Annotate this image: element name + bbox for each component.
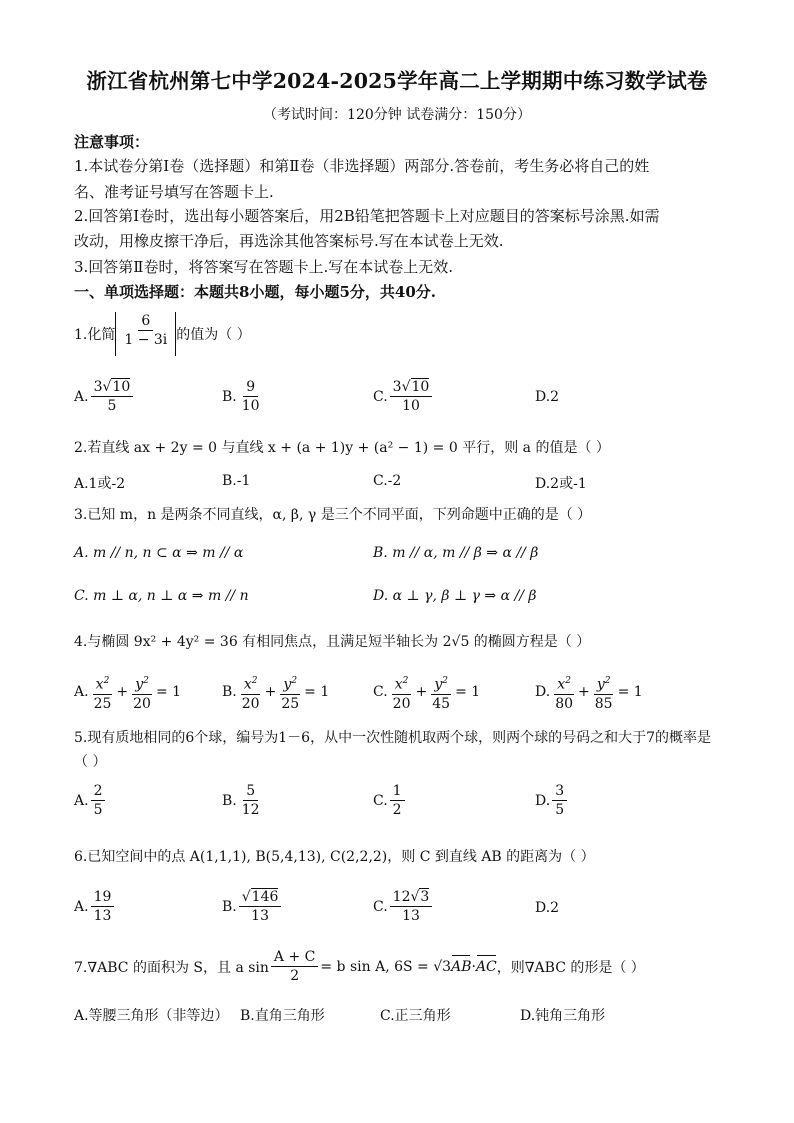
option-b	[222, 782, 265, 819]
fraction	[121, 312, 170, 349]
numerator: 12√3	[390, 888, 433, 907]
option-d: D.钝角三角形	[520, 1008, 606, 1024]
equals-one: = 1	[617, 684, 643, 701]
option-label: C.	[373, 898, 388, 915]
option-a	[74, 378, 135, 415]
numerator: 6	[138, 312, 153, 331]
numerator: 19	[91, 888, 115, 907]
fraction	[592, 672, 616, 713]
denominator: 1 − 3i	[124, 332, 168, 348]
exam-title: 浙江省杭州第七中学2024-2025学年高二上学期期中练习数学试卷	[86, 69, 708, 93]
denominator: 10	[241, 398, 260, 414]
fraction	[239, 782, 263, 819]
numerator: $y^2$	[594, 672, 614, 695]
option-a	[74, 782, 107, 819]
option-label: A.	[74, 898, 89, 915]
option-label: A.	[74, 684, 89, 701]
denominator: 85	[594, 695, 613, 712]
option-label: A.	[74, 792, 89, 809]
vector-ab: AB	[451, 958, 472, 975]
plus-sign: +	[264, 684, 277, 701]
option-c	[373, 888, 434, 925]
numerator: 9	[243, 378, 258, 397]
fraction	[91, 888, 115, 925]
denominator: 5	[93, 802, 103, 818]
question-7	[74, 948, 645, 985]
question-1-suffix: 的值为（ ）	[176, 327, 251, 343]
option-b: B. m // α, m // β ⇒ α // β	[373, 545, 539, 561]
denominator: 12	[241, 802, 260, 818]
numerator: 3√10	[91, 378, 134, 397]
option-c	[373, 782, 407, 819]
equals-one: = 1	[455, 684, 481, 701]
option-b: B.-1	[222, 473, 251, 489]
fraction	[552, 782, 567, 819]
vector-ac: AC	[475, 958, 497, 975]
fraction	[390, 782, 405, 819]
option-d: D.2或-1	[535, 476, 587, 492]
option-b	[222, 378, 265, 415]
option-b	[222, 888, 283, 925]
question-7-prefix: 7.∇ABC 的面积为 S，且 a sin	[74, 959, 269, 976]
equals-one: = 1	[304, 684, 330, 701]
option-b: B.直角三角形	[240, 1008, 325, 1024]
option-a: A. m // n, n ⊂ α ⇒ m // α	[74, 545, 244, 561]
numerator: $x^2$	[241, 672, 261, 695]
option-d: D. α ⊥ γ, β ⊥ γ ⇒ α // β	[373, 588, 537, 604]
plus-sign: +	[415, 684, 428, 701]
radicand: 10	[112, 379, 131, 395]
numerator: $x^2$	[554, 672, 574, 695]
numerator: 3√10	[390, 378, 433, 397]
option-label: D.	[535, 792, 551, 809]
denominator: 13	[251, 908, 269, 924]
question-5-line-2: （ ）	[74, 754, 107, 770]
numerator: $y^2$	[280, 672, 300, 695]
option-d	[535, 782, 569, 819]
question-7-middle: = b sin A, 6S = √3	[320, 958, 452, 975]
numerator: $x^2$	[392, 672, 412, 695]
note-line: 2.回答第Ⅰ卷时，选出每小题答案后，用2B铅笔把答题卡上对应题目的答案标号涂黑.如需	[74, 207, 660, 225]
option-label: C.	[373, 792, 388, 809]
section-heading: 一、单项选择题：本题共8小题，每小题5分，共40分.	[74, 283, 436, 301]
numerator: √146	[239, 888, 282, 907]
question-2: 2.若直线 ax + 2y = 0 与直线 x + (a + 1)y + (a² − 1) = 0 平行，则 a 的值是（ ）	[74, 440, 610, 456]
numerator: 2	[91, 782, 106, 801]
numerator: 5	[243, 782, 258, 801]
numerator: 3	[552, 782, 567, 801]
fraction	[91, 672, 115, 713]
fraction	[239, 378, 263, 415]
question-6: 6.已知空间中的点 A(1,1,1), B(5,4,13), C(2,2,2)，则 C 到直线 AB 的距离为（ ）	[74, 849, 595, 865]
denominator: 25	[281, 695, 300, 712]
fraction	[239, 888, 282, 925]
numerator: 1	[390, 782, 405, 801]
coefficient: 3	[392, 379, 402, 395]
numerator: $y^2$	[132, 672, 152, 695]
option-label: C.	[373, 684, 388, 701]
question-5-line-1: 5.现有质地相同的6个球，编号为1－6，从中一次性随机取两个球，则两个球的号码之和大于7的概率是	[74, 730, 711, 746]
dot-operator: ·	[471, 958, 476, 975]
radicand: 3	[420, 889, 430, 905]
denominator: 20	[133, 695, 151, 712]
numerator: $y^2$	[431, 672, 451, 695]
radicand: 146	[251, 889, 279, 905]
denominator: 10	[402, 398, 420, 414]
denominator: 13	[93, 908, 112, 924]
denominator: 45	[432, 695, 451, 712]
denominator: 20	[392, 695, 411, 712]
option-label: D.	[535, 684, 551, 701]
equals-one: = 1	[155, 684, 182, 701]
denominator: 13	[402, 908, 420, 924]
option-c	[373, 672, 480, 713]
radicand: 10	[411, 379, 430, 395]
fraction	[390, 378, 433, 415]
exam-subtitle: （考试时间：120分钟 试卷满分：150分）	[263, 107, 531, 123]
option-c: C.正三角形	[380, 1008, 451, 1024]
option-c: C. m ⊥ α, n ⊥ α ⇒ m // n	[74, 588, 249, 604]
denominator: 2	[290, 968, 300, 984]
option-d	[535, 672, 643, 713]
fraction	[239, 672, 263, 713]
fraction	[271, 948, 318, 985]
fraction	[130, 672, 154, 713]
option-label: A.	[74, 388, 89, 405]
numerator: $x^2$	[93, 672, 113, 695]
option-label: B.	[222, 792, 237, 809]
option-a	[74, 672, 181, 713]
option-a	[74, 888, 116, 925]
numerator: A + C	[271, 948, 318, 967]
option-d: D.2	[535, 389, 560, 405]
option-label: B.	[222, 388, 237, 405]
coefficient: 12	[392, 889, 411, 905]
fraction	[552, 672, 576, 713]
coefficient: 3	[93, 379, 103, 395]
denominator: 80	[555, 695, 574, 712]
fraction	[91, 782, 106, 819]
option-label: B.	[222, 684, 237, 701]
denominator: 2	[392, 802, 402, 818]
option-d: D.2	[535, 900, 560, 916]
question-1-prefix: 1.化简	[74, 327, 116, 343]
fraction	[390, 888, 433, 925]
option-label: C.	[373, 388, 388, 405]
note-line: 3.回答第Ⅱ卷时，将答案写在答题卡上.写在本试卷上无效.	[74, 258, 454, 276]
option-a: A.1或-2	[74, 476, 126, 492]
note-line: 名、准考证号填写在答题卡上.	[74, 183, 274, 201]
question-3: 3.已知 m，n 是两条不同直线，α, β, γ 是三个不同平面，下列命题中正确的是（ ）	[74, 507, 592, 523]
option-c: C.-2	[373, 473, 402, 489]
fraction	[390, 672, 414, 713]
denominator: 20	[241, 695, 260, 712]
denominator: 25	[93, 695, 112, 712]
fraction	[278, 672, 302, 713]
fraction	[91, 378, 134, 415]
option-b	[222, 672, 329, 713]
absolute-value	[115, 312, 176, 356]
plus-sign: +	[116, 684, 129, 701]
question-1	[74, 312, 251, 356]
option-label: B.	[222, 898, 237, 915]
plus-sign: +	[578, 684, 590, 701]
option-a: A.等腰三角形（非等边）	[74, 1008, 229, 1024]
denominator: 5	[555, 802, 565, 818]
note-line: 1.本试卷分第Ⅰ卷（选择题）和第Ⅱ卷（非选择题）两部分.答卷前，考生务必将自己的姓	[74, 157, 650, 175]
notes-heading: 注意事项：	[74, 133, 150, 151]
fraction	[429, 672, 453, 713]
note-line: 改动，用橡皮擦干净后，再选涂其他答案标号.写在本试卷上无效.	[74, 232, 504, 250]
denominator: 5	[107, 398, 117, 414]
question-4: 4.与椭圆 9x² + 4y² = 36 有相同焦点，且满足短半轴长为 2√5 的椭圆方程是（ ）	[74, 634, 591, 650]
option-c	[373, 378, 434, 415]
question-7-suffix: ，则∇ABC 的形是（ ）	[496, 959, 645, 976]
